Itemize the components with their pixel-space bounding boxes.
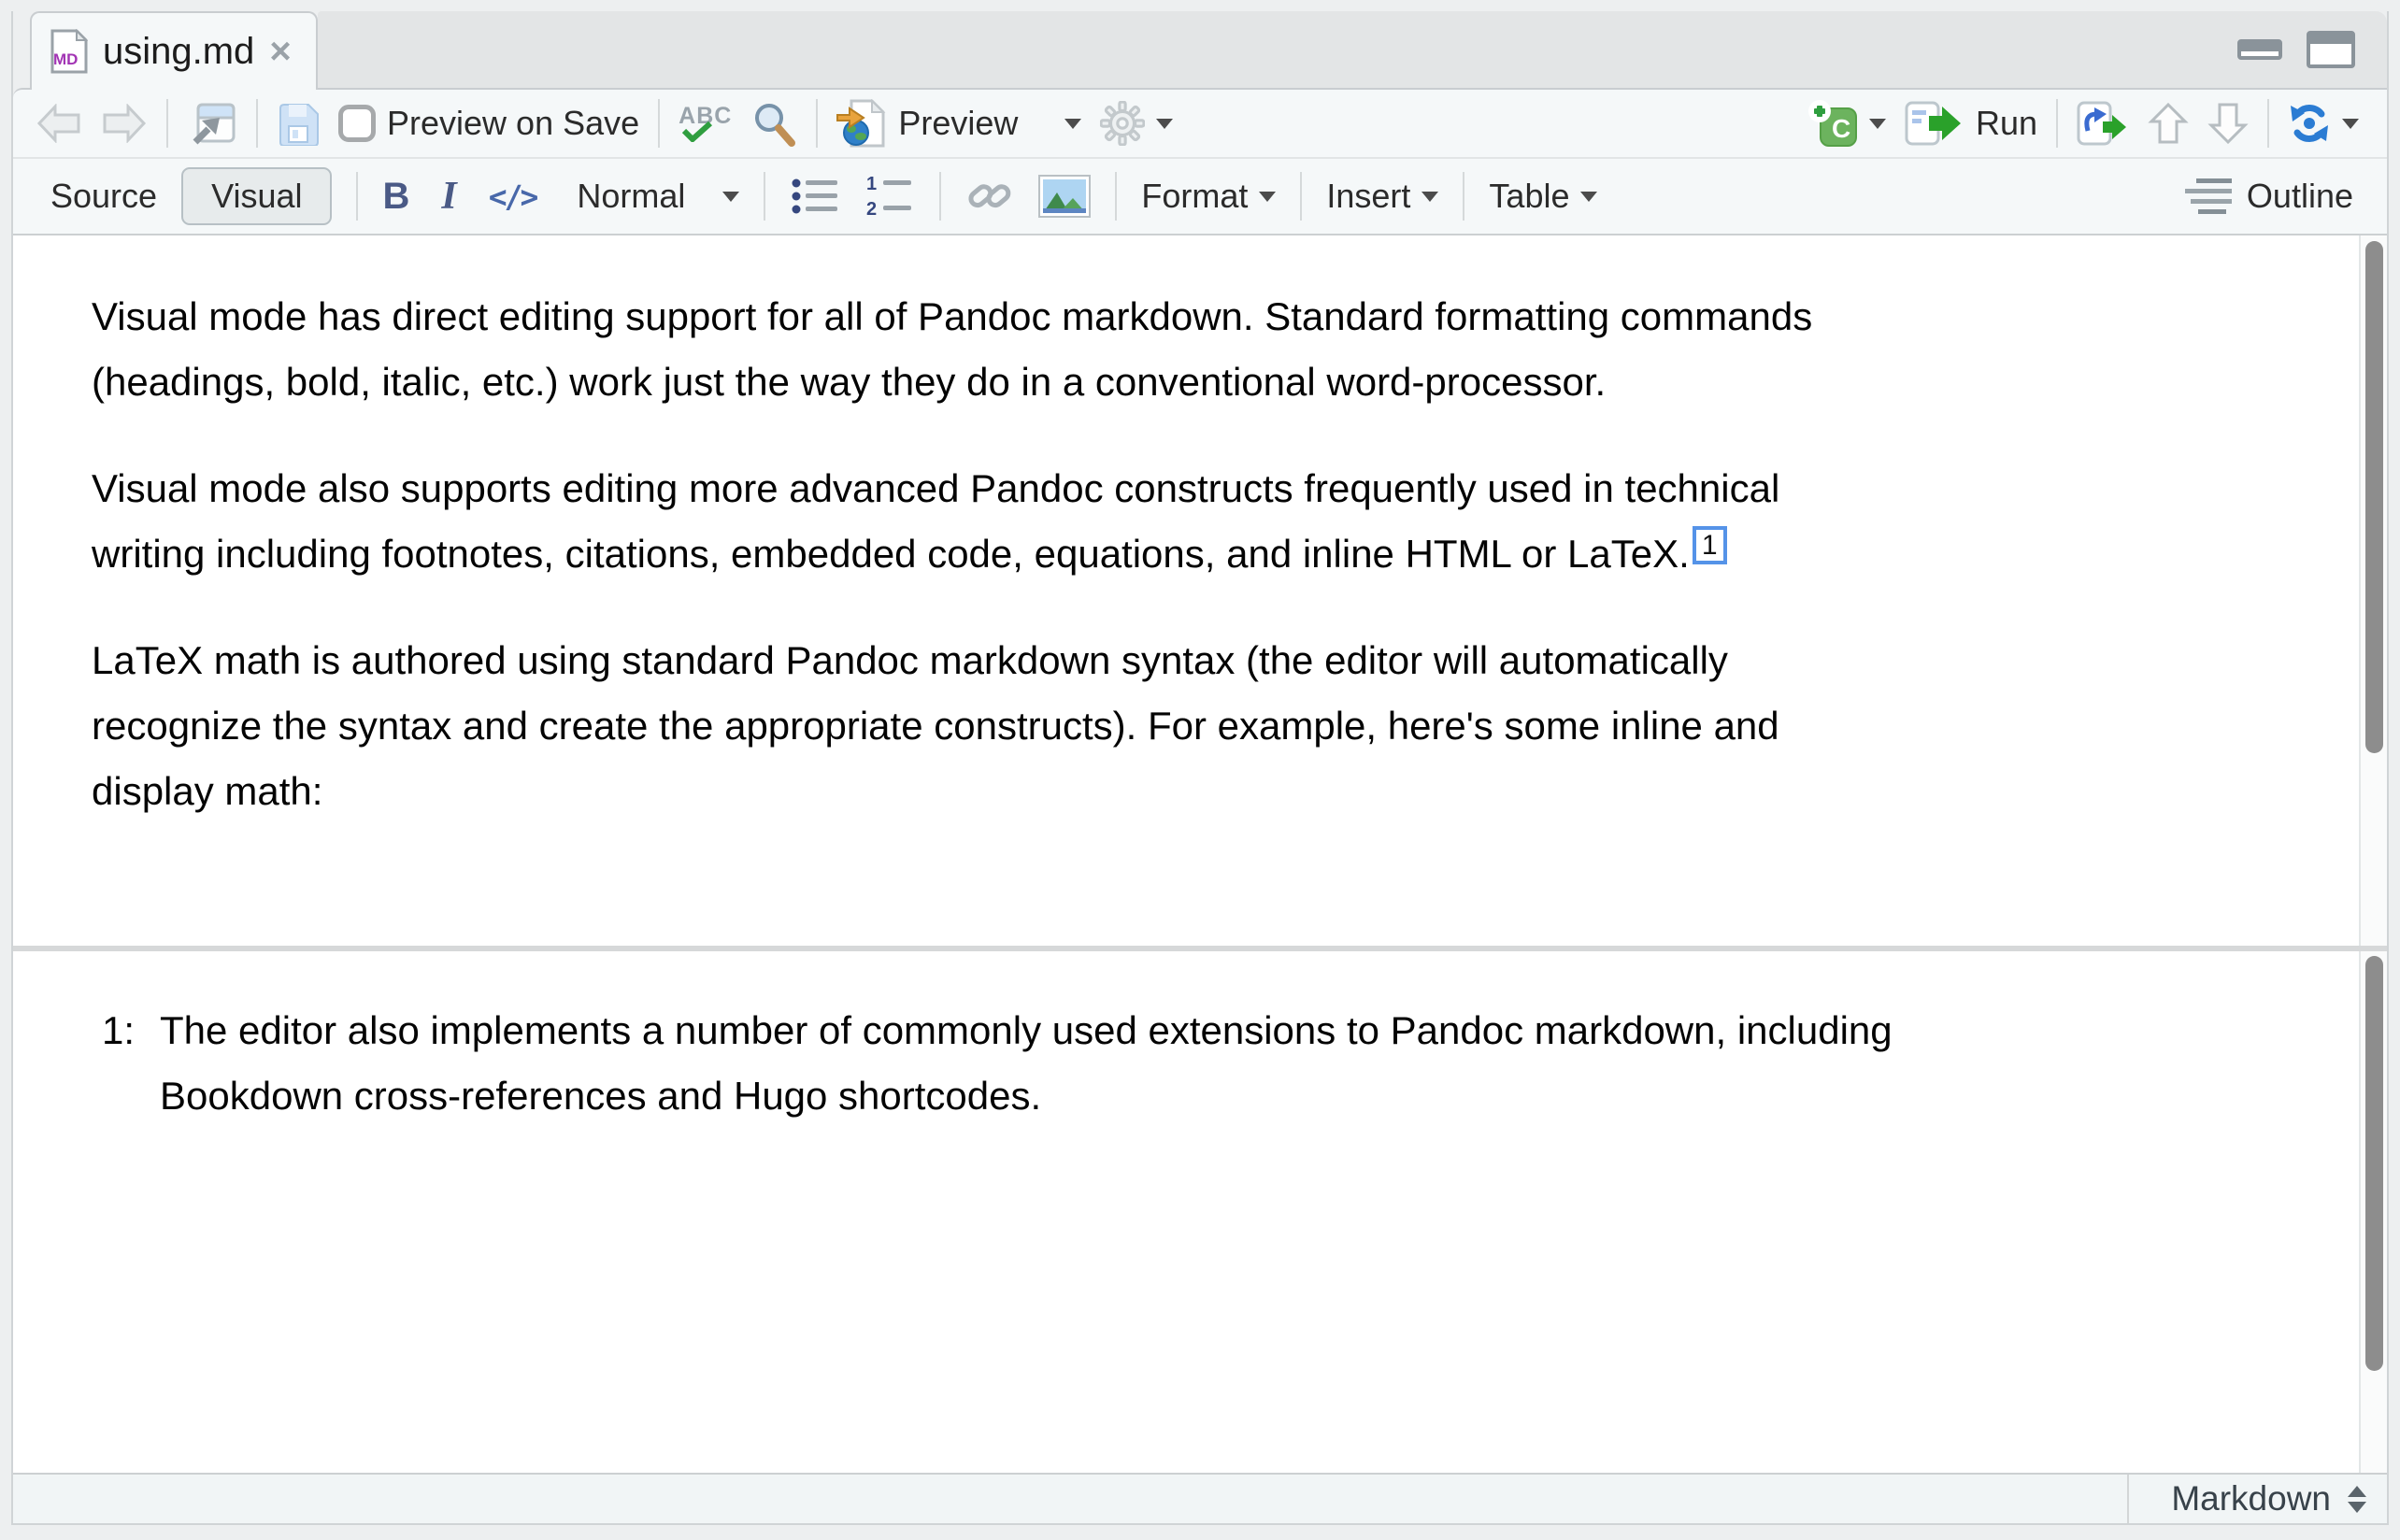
- editor-content[interactable]: [13, 235, 2387, 824]
- text-line: display math:: [92, 769, 323, 813]
- text-line: Bookdown cross-references and Hugo shortcodes.: [160, 1074, 1042, 1118]
- bullet-list-icon[interactable]: [790, 175, 840, 218]
- chevron-down-icon: [1580, 192, 1597, 202]
- separator: [2056, 99, 2058, 148]
- numbered-list-icon[interactable]: [864, 174, 915, 219]
- image-icon[interactable]: [1038, 175, 1091, 218]
- tab-bar-empty-space: [318, 11, 2387, 88]
- chevron-down-icon: [1259, 192, 1276, 202]
- format-selector-value: Markdown: [2171, 1479, 2331, 1518]
- text-line: Visual mode has direct editing support for all of Pandoc markdown. Standard formatting commands: [92, 294, 1813, 338]
- footnotes-scrollbar[interactable]: [2359, 951, 2387, 1473]
- paragraph: [92, 456, 2275, 587]
- chevron-down-icon[interactable]: [1869, 119, 1886, 129]
- svg-text:MD: MD: [53, 50, 79, 68]
- sync-icon: [2288, 102, 2331, 145]
- separator: [256, 99, 258, 148]
- tab-title: using.md: [103, 30, 255, 72]
- popout-icon[interactable]: [187, 100, 237, 147]
- tab-bar: [13, 11, 2387, 88]
- inline-code-button[interactable]: </>: [488, 178, 536, 215]
- up-icon[interactable]: [2148, 102, 2189, 145]
- footnote-reference[interactable]: 1: [1693, 526, 1727, 564]
- chevron-down-icon[interactable]: [1064, 119, 1081, 129]
- minimize-pane-icon[interactable]: [2237, 39, 2282, 60]
- footnote-text: [160, 998, 1893, 1129]
- visual-mode-button[interactable]: Visual: [181, 167, 332, 225]
- tab-using-md[interactable]: [30, 11, 318, 90]
- separator: [1463, 172, 1464, 221]
- text-line: writing including footnotes, citations, embedded code, equations, and inline HTML or LaTeX. 1: [92, 521, 2275, 587]
- paragraph: [92, 284, 2275, 415]
- footnotes-pane[interactable]: [13, 951, 2387, 1473]
- content-scrollbar[interactable]: [2359, 235, 2387, 946]
- table-menu[interactable]: Table: [1489, 177, 1597, 216]
- scrollbar-thumb[interactable]: [2365, 956, 2383, 1371]
- separator: [939, 172, 941, 221]
- format-selector[interactable]: [2127, 1475, 2387, 1523]
- editor-toolbar: [13, 88, 2387, 159]
- md-file-icon: [50, 29, 88, 74]
- italic-button[interactable]: I: [441, 175, 457, 218]
- search-icon[interactable]: [750, 100, 797, 147]
- run-icon: [1905, 101, 1964, 146]
- preview-label: Preview: [898, 104, 1019, 142]
- svg-text:C: C: [1831, 114, 1851, 143]
- svg-text:2: 2: [866, 199, 878, 219]
- preview-on-save-toggle[interactable]: [338, 104, 639, 143]
- separator: [1300, 172, 1302, 221]
- text-line: (headings, bold, italic, etc.) work just the way they do in a conventional word-processor.: [92, 360, 1607, 404]
- format-menu[interactable]: Format: [1141, 177, 1276, 216]
- footnote-item: [102, 998, 2275, 1129]
- bold-button[interactable]: B: [382, 175, 410, 217]
- separator: [1115, 172, 1117, 221]
- close-icon[interactable]: ×: [269, 31, 292, 72]
- paragraph: [92, 628, 2275, 824]
- run-label: Run: [1975, 104, 2037, 142]
- outline-icon: [2183, 176, 2236, 217]
- settings-button[interactable]: [1100, 101, 1173, 146]
- status-bar: [13, 1473, 2387, 1523]
- paragraph-style-dropdown[interactable]: Normal: [577, 177, 739, 216]
- insert-chunk-button[interactable]: [1807, 99, 1886, 148]
- insert-menu[interactable]: Insert: [1326, 177, 1438, 216]
- footnote-number: 1:: [102, 1008, 136, 1052]
- visual-editor-toolbar: [13, 159, 2387, 235]
- chevron-down-icon: [1421, 192, 1438, 202]
- scrollbar-thumb[interactable]: [2365, 241, 2383, 753]
- preview-on-save-checkbox[interactable]: [338, 105, 376, 142]
- chevron-down-icon[interactable]: [2342, 119, 2359, 129]
- preview-icon: [836, 99, 887, 148]
- run-button[interactable]: [1905, 101, 2037, 146]
- forward-icon[interactable]: [101, 104, 148, 143]
- back-icon[interactable]: [36, 104, 82, 143]
- text-line: Visual mode also supports editing more advanced Pandoc constructs frequently used in technical: [92, 466, 1780, 510]
- link-icon[interactable]: [965, 175, 1014, 218]
- down-icon[interactable]: [2207, 102, 2249, 145]
- outline-toggle[interactable]: [2183, 176, 2353, 217]
- separator: [658, 99, 660, 148]
- svg-text:1: 1: [866, 174, 878, 194]
- gear-icon: [1100, 101, 1145, 146]
- rerun-icon[interactable]: [2077, 101, 2129, 146]
- text-line: LaTeX math is authored using standard Pandoc markdown syntax (the editor will automatically: [92, 638, 1728, 682]
- sync-button[interactable]: [2288, 102, 2359, 145]
- maximize-pane-icon[interactable]: [2307, 31, 2355, 68]
- text-line: The editor also implements a number of commonly used extensions to Pandoc markdown, including: [160, 1008, 1893, 1052]
- chevron-down-icon[interactable]: [1156, 119, 1173, 129]
- separator: [2267, 99, 2269, 148]
- footnotes-list[interactable]: [13, 951, 2387, 1129]
- editor-content-pane[interactable]: [13, 235, 2387, 946]
- spellcheck-icon[interactable]: [679, 105, 732, 142]
- source-editor-window: [11, 11, 2389, 1525]
- insert-chunk-icon: [1807, 99, 1858, 148]
- preview-button[interactable]: [836, 99, 1081, 148]
- separator: [166, 99, 168, 148]
- save-icon[interactable]: [277, 101, 320, 146]
- separator: [764, 172, 765, 221]
- outline-label: Outline: [2246, 177, 2353, 215]
- separator: [816, 99, 818, 148]
- text-line: recognize the syntax and create the appropriate constructs). For example, here's some inline and: [92, 704, 1779, 748]
- spellcheck-abc-label: ABC: [679, 103, 733, 129]
- preview-on-save-label: Preview on Save: [387, 104, 640, 142]
- source-mode-button[interactable]: Source: [50, 177, 158, 215]
- select-arrows-icon: [2348, 1486, 2366, 1513]
- chevron-down-icon: [722, 192, 739, 202]
- separator: [356, 172, 358, 221]
